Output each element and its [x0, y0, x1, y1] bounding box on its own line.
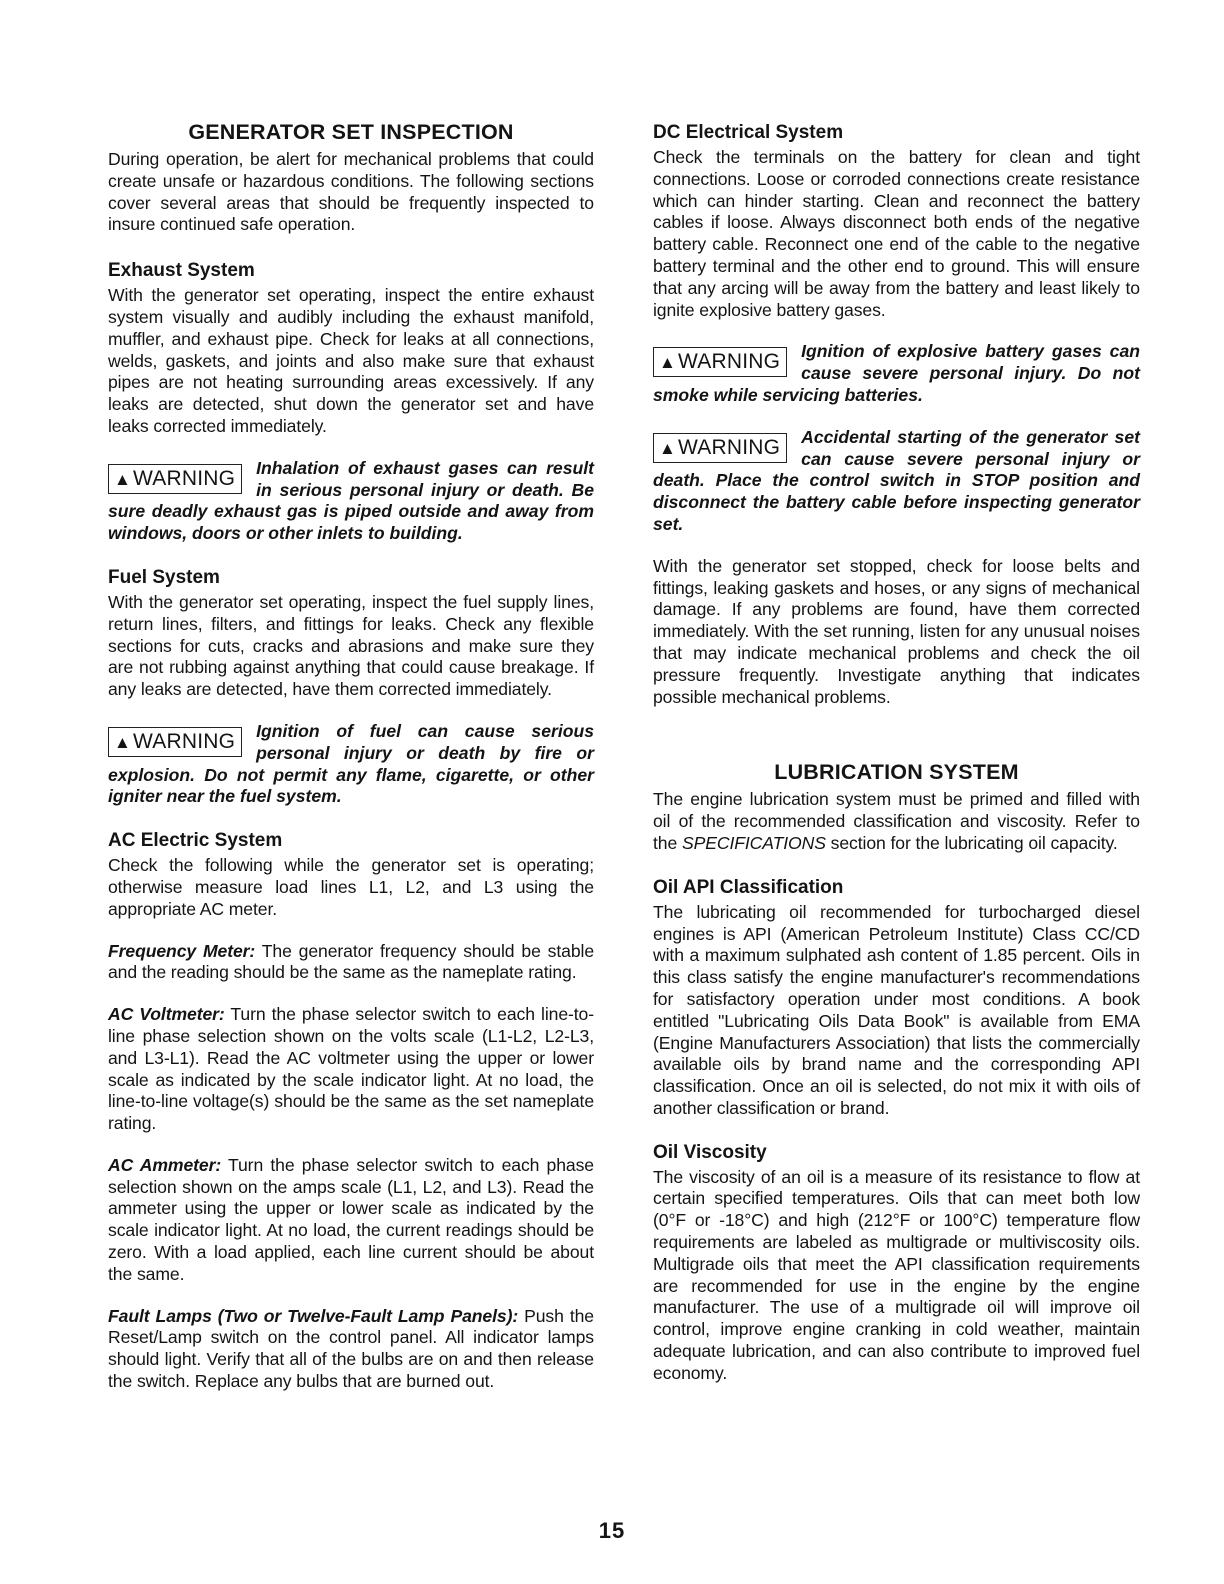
warning-badge: ▲WARNING: [653, 347, 787, 377]
warning-triangle-icon: ▲: [114, 732, 132, 752]
battery-warning: [653, 341, 1140, 406]
starting-warning: [653, 427, 1140, 536]
stopped-check-text: With the generator set stopped, check for loose belts and fittings, leaking gaskets and hoses, or any signs of mechanical damage. If any problems are found, have them corrected immediately. With the set running, listen for any unusual noises that may indicate mechanical problems and check the oil pressure frequently. Investigate anything that indicates possible mechanical problems.: [653, 555, 1140, 707]
ac-voltmeter-lead: AC Voltmeter:: [108, 1004, 225, 1025]
exhaust-warning-text: Inhalation of exhaust gases can result in serious personal injury or death. Be sure deadly exhaust gas is piped outside and away from windows, doors or other inlets to building.: [108, 457, 594, 544]
starting-warning-text: Accidental starting of the generator set can cause severe personal injury or death. Place the control switch in STOP position and disconnect the battery cable before inspecting generator set.: [653, 426, 1140, 534]
inspection-title: GENERATOR SET INSPECTION: [188, 120, 514, 144]
ac-ammeter-lead: AC Ammeter:: [108, 1154, 222, 1175]
warning-badge: ▲WARNING: [653, 433, 787, 463]
fault-lamps-lead: Fault Lamps (Two or Twelve-Fault Lamp Panels):: [108, 1305, 519, 1326]
exhaust-heading: Exhaust System: [108, 260, 255, 282]
frequency-meter-paragraph: Frequency Meter: The generator frequency should be stable and the reading should be the same as the nameplate rating.: [108, 940, 594, 983]
battery-warning-text: Ignition of explosive battery gases can cause severe personal injury. Do not smoke while servicing batteries.: [653, 341, 1140, 405]
ac-ammeter-paragraph: AC Ammeter: Turn the phase selector switch to each phase selection shown on the amps scale (L1, L2, and L3). Read the ammeter using the upper or lower scale as indicated by the scale indicator light. At no load, the current readings should be zero. With a load applied, each line current should be about the same.: [108, 1154, 594, 1284]
warning-badge: ▲WARNING: [108, 464, 242, 494]
specifications-reference: SPECIFICATIONS: [681, 832, 826, 853]
oil-viscosity-heading: Oil Viscosity: [653, 1141, 767, 1163]
dc-text: Check the terminals on the battery for clean and tight connections. Loose or corroded connections create resistance which can hinder starting. Clean and reconnect the battery cables if loose. Always disconnect both ends of the negative battery cable. Reconnect one end of the cable to the negative battery terminal and the other end to ground. This will ensure that any arcing will be away from the battery and least likely to ignite explosive battery gases.: [653, 147, 1140, 320]
oil-viscosity-text: The viscosity of an oil is a measure of its resistance to flow at certain specified temperatures. Oils that can meet both low (0°F or -18°C) and high (212°F or 100°C) temperature flow requirements are labeled as multigrade or multiviscosity oils. Multigrade oils that meet the API classification requirements are recommended for use in the engine by the engine manufacturer. The use of a multigrade oil will improve oil control, improve engine cranking in cold weather, maintain adequate lubrication, and can also contribute to improved fuel economy.: [653, 1166, 1140, 1383]
fuel-text: With the generator set operating, inspect the fuel supply lines, return lines, filters, and fittings for leaks. Check any flexible sections for cuts, cracks and abrasions and make sure they are not rubbing against anything that could cause breakage. If any leaks are detected, have them corrected immediately.: [108, 591, 594, 700]
page-number: 15: [598, 1518, 626, 1543]
fuel-warning-text: Ignition of fuel can cause serious personal injury or death by fire or explosion. Do not permit any flame, cigarette, or other igniter near the fuel system.: [108, 720, 594, 807]
right-column: [653, 120, 1140, 1385]
exhaust-text: With the generator set operating, inspect the entire exhaust system visually and audibly including the exhaust manifold, muffler, and exhaust pipe. Check for leaks at all connections, welds, gaskets, and joints and also make sure that exhaust pipes are not heating surrounding areas excessively. If any leaks are detected, shut down the generator set and have leaks corrected immediately.: [108, 285, 594, 436]
ac-heading: AC Electric System: [108, 830, 283, 852]
left-column: [108, 120, 594, 1393]
fuel-warning: [108, 721, 594, 808]
oil-api-text: The lubricating oil recommended for turbocharged diesel engines is API (American Petroleum Institute) Class CC/CD with a maximum sulphated ash content of 1.85 percent. Oils in this class satisfy the engine manufacturer's recommendations for satisfactory operation under most conditions. A book entitled "Lubricating Oils Data Book" is available from EMA (Engine Manufacturers Association) that lists the commercially available oils by brand name and the corresponding API classification. Once an oil is selected, do not mix it with oils of another classification or brand.: [653, 901, 1140, 1118]
warning-triangle-icon: ▲: [659, 438, 677, 458]
warning-triangle-icon: ▲: [114, 469, 132, 489]
fuel-heading: Fuel System: [108, 566, 220, 588]
fault-lamps-paragraph: Fault Lamps (Two or Twelve-Fault Lamp Panels): Push the Reset/Lamp switch on the control panel. All indicator lamps should light. Verify that all of the bulbs are on and then release the switch. Replace any bulbs that are burned out.: [108, 1305, 594, 1392]
warning-triangle-icon: ▲: [659, 353, 677, 373]
lubrication-text: The engine lubrication system must be primed and filled with oil of the recommended classification and viscosity. Refer to the SPECIFICATIONS section for the lubricating oil capacity.: [653, 789, 1140, 853]
frequency-meter-lead: Frequency Meter:: [108, 940, 256, 961]
ac-voltmeter-paragraph: AC Voltmeter: Turn the phase selector switch to each line-to-line phase selection shown on the volts scale (L1-L2, L2-L3, and L3-L1). Read the AC voltmeter using the upper or lower scale as indicated by the scale indicator light. At no load, the line-to-line voltage(s) should be the same as the set nameplate rating.: [108, 1004, 594, 1134]
lubrication-title: LUBRICATION SYSTEM: [774, 760, 1019, 785]
inspection-intro: During operation, be alert for mechanical problems that could create unsafe or hazardous conditions. The following sections cover several areas that should be frequently inspected to insure continued safe operation.: [108, 149, 594, 235]
exhaust-warning: [108, 458, 594, 545]
ac-text: Check the following while the generator set is operating; otherwise measure load lines L1, L2, and L3 using the appropriate AC meter.: [108, 855, 594, 919]
oil-api-heading: Oil API Classification: [653, 876, 844, 898]
warning-badge: ▲WARNING: [108, 727, 242, 757]
dc-heading: DC Electrical System: [653, 122, 844, 143]
